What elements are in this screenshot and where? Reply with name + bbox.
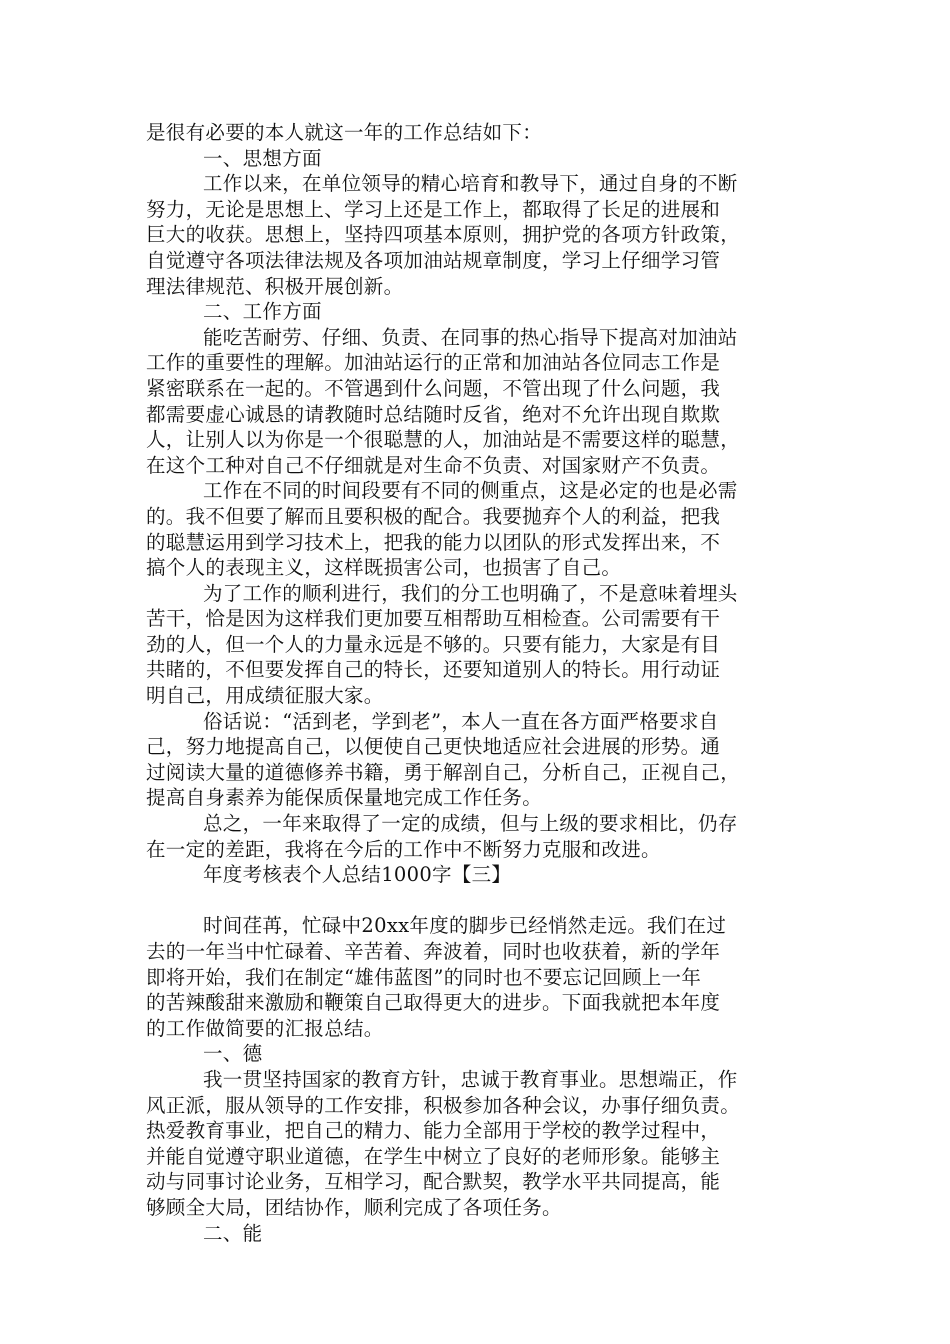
text-line: 够顾全大局，团结协作，顺利完成了各项任务。 xyxy=(146,1195,562,1219)
text-line: 为了工作的顺利进行，我们的分工也明确了，不是意味着埋头 xyxy=(203,581,738,605)
text-line: 的。我不但要了解而且要积极的配合。我要抛弃个人的利益，把我 xyxy=(146,504,721,528)
text-line: 动与同事讨论业务，互相学习，配合默契，教学水平共同提高，能 xyxy=(146,1170,721,1194)
section-heading: 二、工作方面 xyxy=(203,300,322,324)
section-heading: 一、德 xyxy=(203,1042,263,1066)
text-line: 共睹的，不但要发挥自己的特长，还要知道别人的特长。用行动证 xyxy=(146,658,721,682)
text-line: 工作以来，在单位领导的精心培育和教导下，通过自身的不断 xyxy=(203,172,738,196)
text-line: 紧密联系在一起的。不管遇到什么问题，不管出现了什么问题，我 xyxy=(146,376,721,400)
text-line: 苦干，恰是因为这样我们更加要互相帮助互相检查。公司需要有干 xyxy=(146,607,721,631)
text-line: 工作在不同的时间段要有不同的侧重点，这是必定的也是必需 xyxy=(203,479,738,503)
text-line: 能吃苦耐劳、仔细、负责、在同事的热心指导下提高对加油站 xyxy=(203,325,738,349)
text-line: 的聪慧运用到学习技术上，把我的能力以团队的形式发挥出来，不 xyxy=(146,530,721,554)
document-page xyxy=(146,120,814,1246)
text-line: 明自己，用成绩征服大家。 xyxy=(146,684,384,708)
text-line: 人，让别人以为你是一个很聪慧的人，加油站是不需要这样的聪慧， xyxy=(146,428,741,452)
section-heading: 一、思想方面 xyxy=(203,146,322,170)
text-line: 俗话说：“活到老，学到老”，本人一直在各方面严格要求自 xyxy=(203,709,719,733)
text-line: 并能自觉遵守职业道德，在学生中树立了良好的老师形象。能够主 xyxy=(146,1144,721,1168)
document-subtitle: 年度考核表个人总结1000字【三】 xyxy=(203,863,512,887)
text-line: 的工作做简要的汇报总结。 xyxy=(146,1016,384,1040)
text-line: 过阅读大量的道德修养书籍，勇于解剖自己，分析自己，正视自己， xyxy=(146,760,741,784)
blank-line xyxy=(146,888,814,914)
text-line: 的苦辣酸甜来激励和鞭策自己取得更大的进步。下面我就把本年度 xyxy=(146,991,721,1015)
text-line: 提高自身素养为能保质保量地完成工作任务。 xyxy=(146,786,543,810)
text-line: 是很有必要的本人就这一年的工作总结如下： xyxy=(146,121,543,144)
text-line: 劲的人，但一个人的力量永远是不够的。只要有能力，大家是有目 xyxy=(146,632,721,656)
text-line: 风正派，服从领导的工作安排，积极参加各种会议，办事仔细负责。 xyxy=(146,1093,741,1117)
text-line: 总之，一年来取得了一定的成绩，但与上级的要求相比，仍存 xyxy=(203,812,738,836)
text-line: 去的一年当中忙碌着、辛苦着、奔波着，同时也收获着，新的学年 xyxy=(146,940,721,963)
text-line: 搞个人的表现主义，这样既损害公司，也损害了自己。 xyxy=(146,556,622,580)
text-line: 巨大的收获。思想上，坚持四项基本原则，拥护党的各项方针政策， xyxy=(146,223,741,247)
text-line: 自觉遵守各项法律法规及各项加油站规章制度，学习上仔细学习管 xyxy=(146,248,721,272)
text-line: 时间荏苒，忙碌中20xx年度的脚步已经悄然走远。我们在过 xyxy=(203,914,727,938)
text-line: 即将开始，我们在制定“雄伟蓝图”的同时也不要忘记回顾上一年 xyxy=(146,965,702,989)
text-line: 理法律规范、积极开展创新。 xyxy=(146,274,404,298)
text-line: 在一定的差距，我将在今后的工作中不断努力克服和改进。 xyxy=(146,837,661,861)
text-line: 我一贯坚持国家的教育方针，忠诚于教育事业。思想端正，作 xyxy=(203,1067,738,1091)
text-line: 热爱教育事业，把自己的精力、能力全部用于学校的教学过程中， xyxy=(146,1119,721,1143)
text-line: 工作的重要性的理解。加油站运行的正常和加油站各位同志工作是 xyxy=(146,351,721,375)
text-line: 在这个工种对自己不仔细就是对生命不负责、对国家财产不负责。 xyxy=(146,453,721,477)
text-line: 己，努力地提高自己，以便使自己更快地适应社会进展的形势。通 xyxy=(146,735,721,759)
text-line: 努力，无论是思想上、学习上还是工作上，都取得了长足的进展和 xyxy=(146,197,721,221)
section-heading: 二、能 xyxy=(203,1221,263,1245)
text-line: 都需要虚心诚恳的请教随时总结随时反省，绝对不允许出现自欺欺 xyxy=(146,402,721,426)
